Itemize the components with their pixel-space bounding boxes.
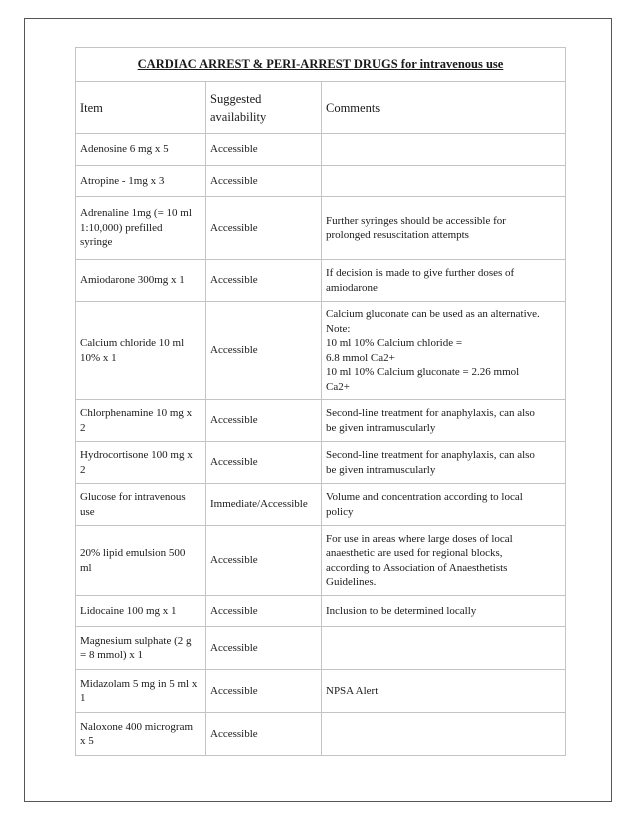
- cell-comments: If decision is made to give further doses of amiodarone: [322, 260, 566, 302]
- cell-item: Calcium chloride 10 ml 10% x 1: [76, 302, 206, 400]
- cell-comments: Volume and concentration according to local policy: [322, 484, 566, 526]
- cell-availability: Accessible: [206, 526, 322, 596]
- table-row: [76, 442, 566, 484]
- cell-item: Amiodarone 300mg x 1: [76, 260, 206, 302]
- cell-availability: Immediate/Accessible: [206, 484, 322, 526]
- cell-item: Atropine - 1mg x 3: [76, 166, 206, 197]
- cell-availability: Accessible: [206, 442, 322, 484]
- cell-item: Magnesium sulphate (2 g = 8 mmol) x 1: [76, 627, 206, 670]
- table-row: [76, 400, 566, 442]
- table-row: [76, 166, 566, 197]
- cell-comments: [322, 166, 566, 197]
- header-row: [76, 82, 566, 134]
- cell-item: Adrenaline 1mg (= 10 ml 1:10,000) prefilled syringe: [76, 197, 206, 260]
- table-row: [76, 596, 566, 627]
- cell-comments: Second-line treatment for anaphylaxis, can also be given intramuscularly: [322, 442, 566, 484]
- cell-availability: Accessible: [206, 713, 322, 756]
- table-row: [76, 526, 566, 596]
- table-row: [76, 484, 566, 526]
- table-row: [76, 670, 566, 713]
- cell-item: 20% lipid emulsion 500 ml: [76, 526, 206, 596]
- cell-availability: Accessible: [206, 197, 322, 260]
- cell-comments: [322, 134, 566, 166]
- cell-item: Glucose for intravenous use: [76, 484, 206, 526]
- title-row: [76, 48, 566, 82]
- cell-availability: Accessible: [206, 260, 322, 302]
- table-title: CARDIAC ARREST & PERI-ARREST DRUGS for intravenous use: [76, 48, 566, 82]
- cell-comments: Second-line treatment for anaphylaxis, can also be given intramuscularly: [322, 400, 566, 442]
- cell-availability: Accessible: [206, 596, 322, 627]
- table-row: [76, 627, 566, 670]
- header-comments: Comments: [322, 82, 566, 134]
- table-row: [76, 197, 566, 260]
- cell-item: Chlorphenamine 10 mg x 2: [76, 400, 206, 442]
- cell-availability: Accessible: [206, 670, 322, 713]
- cell-comments: Calcium gluconate can be used as an alternative. Note: 10 ml 10% Calcium chloride = 6.8 mmol Ca2+ 10 ml 10% Calcium gluconate = 2.26 mmol Ca2+: [322, 302, 566, 400]
- table-row: [76, 134, 566, 166]
- cell-comments: [322, 627, 566, 670]
- table-row: [76, 302, 566, 400]
- cell-availability: Accessible: [206, 302, 322, 400]
- cell-availability: Accessible: [206, 166, 322, 197]
- cell-availability: Accessible: [206, 134, 322, 166]
- header-availability: Suggested availability: [206, 82, 322, 134]
- cell-comments: [322, 713, 566, 756]
- cell-item: Hydrocortisone 100 mg x 2: [76, 442, 206, 484]
- table-row: [76, 260, 566, 302]
- cell-item: Naloxone 400 microgram x 5: [76, 713, 206, 756]
- cell-item: Lidocaine 100 mg x 1: [76, 596, 206, 627]
- cell-comments: Further syringes should be accessible for prolonged resuscitation attempts: [322, 197, 566, 260]
- cell-item: Adenosine 6 mg x 5: [76, 134, 206, 166]
- cell-item: Midazolam 5 mg in 5 ml x 1: [76, 670, 206, 713]
- header-item: Item: [76, 82, 206, 134]
- cell-availability: Accessible: [206, 627, 322, 670]
- cell-comments: Inclusion to be determined locally: [322, 596, 566, 627]
- drugs-table: [75, 47, 566, 756]
- cell-comments: NPSA Alert: [322, 670, 566, 713]
- cell-availability: Accessible: [206, 400, 322, 442]
- table-row: [76, 713, 566, 756]
- cell-comments: For use in areas where large doses of local anaesthetic are used for regional blocks, according to Association of Anaesthetists Guidelines.: [322, 526, 566, 596]
